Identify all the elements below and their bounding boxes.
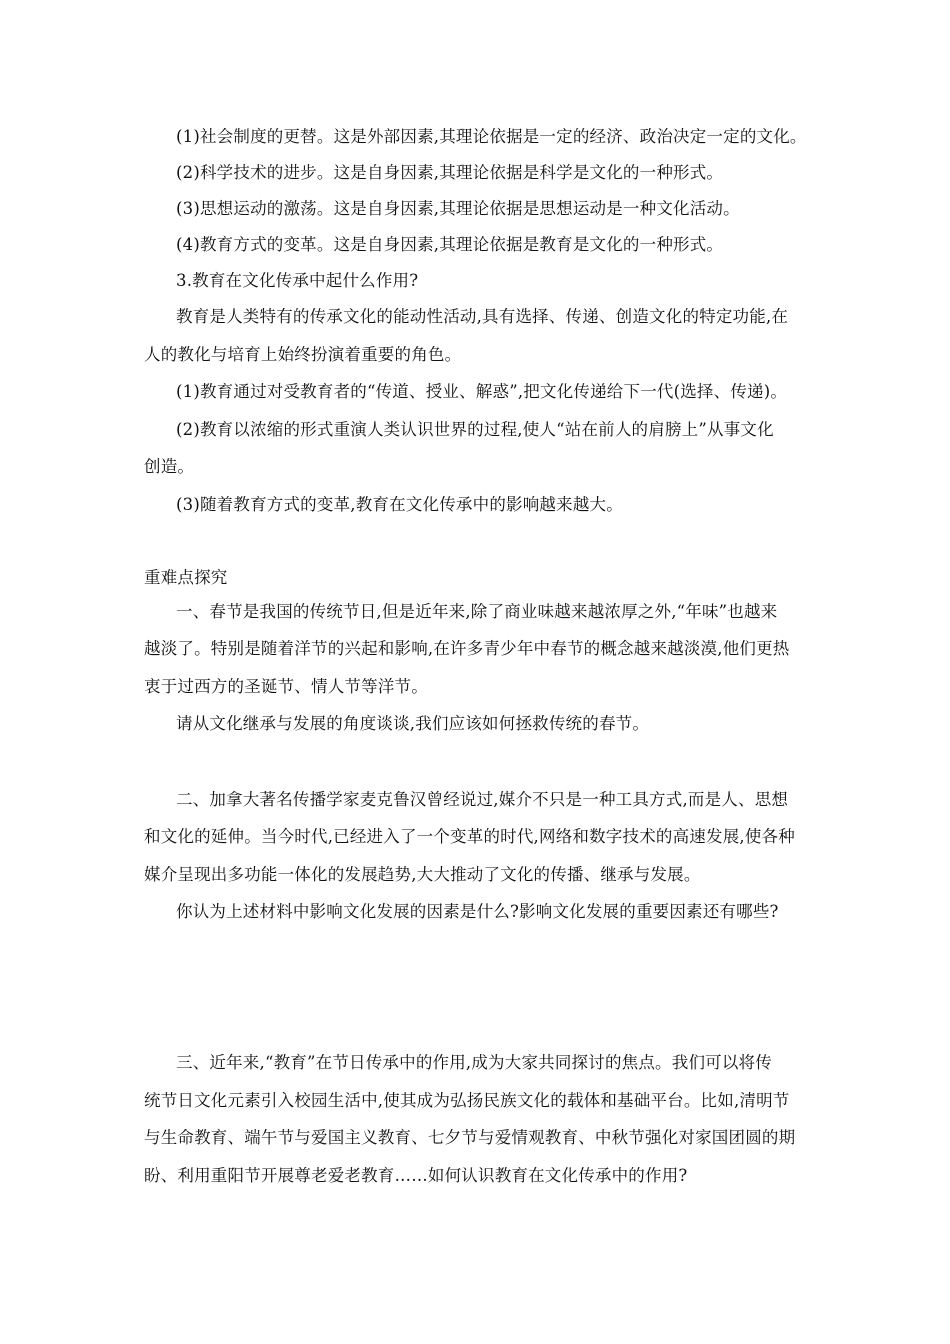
question-text: 请从文化继承与发展的角度谈谈,我们应该如何拯救传统的春节。 (176, 714, 650, 733)
list-item: (3)思想运动的激荡。这是自身因素,其理论依据是思想运动是一种文化活动。 (176, 199, 740, 218)
paragraph-line: 一、春节是我国的传统节日,但是近年来,除了商业味越来越浓厚之外,“年味”也越来 (176, 602, 778, 621)
list-item: (3)随着教育方式的变革,教育在文化传承中的影响越来越大。 (176, 495, 623, 514)
list-item: (2)科学技术的进步。这是自身因素,其理论依据是科学是文化的一种形式。 (176, 163, 724, 182)
paragraph-line: 教育是人类特有的传承文化的能动性活动,具有选择、传递、创造文化的特定功能,在 (176, 307, 789, 326)
paragraph-line: 衷于过西方的圣诞节、情人节等洋节。 (144, 677, 428, 696)
list-item: (1)社会制度的更替。这是外部因素,其理论依据是一定的经济、政治决定一定的文化。 (176, 127, 807, 146)
paragraph-line: 人的教化与培育上始终扮演着重要的角色。 (144, 345, 462, 364)
section-heading: 重难点探究 (144, 568, 228, 587)
list-item: (1)教育通过对受教育者的“传道、授业、解惑”,把文化传递给下一代(选择、传递)。 (176, 382, 788, 401)
paragraph-line: 越淡了。特别是随着洋节的兴起和影响,在许多青少年中春节的概念越来越淡漠,他们更热 (144, 639, 790, 658)
paragraph-line: 与生命教育、端午节与爱国主义教育、七夕节与爱情观教育、中秋节强化对家国团圆的期 (144, 1128, 796, 1147)
paragraph-line: 盼、利用重阳节开展尊老爱老教育……如何认识教育在文化传承中的作用? (144, 1166, 688, 1185)
paragraph-line: 创造。 (144, 457, 195, 476)
paragraph-line: 和文化的延伸。当今时代,已经进入了一个变革的时代,网络和数字技术的高速发展,使各种 (144, 827, 795, 846)
list-item: (4)教育方式的变革。这是自身因素,其理论依据是教育是文化的一种形式。 (176, 235, 724, 254)
paragraph-line: 媒介呈现出多功能一体化的发展趋势,大大推动了文化的传播、继承与发展。 (144, 865, 701, 884)
paragraph-line: 三、近年来,“教育”在节日传承中的作用,成为大家共同探讨的焦点。我们可以将传 (176, 1053, 772, 1072)
question-title: 3.教育在文化传承中起什么作用? (176, 271, 419, 290)
paragraph-line: 统节日文化元素引入校园生活中,使其成为弘扬民族文化的载体和基础平台。比如,清明节 (144, 1091, 790, 1110)
question-text: 你认为上述材料中影响文化发展的因素是什么?影响文化发展的重要因素还有哪些? (176, 902, 779, 921)
list-item: (2)教育以浓缩的形式重演人类认识世界的过程,使人“站在前人的肩膀上”从事文化 (176, 420, 774, 439)
paragraph-line: 二、加拿大著名传播学家麦克鲁汉曾经说过,媒介不只是一种工具方式,而是人、思想 (176, 790, 789, 809)
